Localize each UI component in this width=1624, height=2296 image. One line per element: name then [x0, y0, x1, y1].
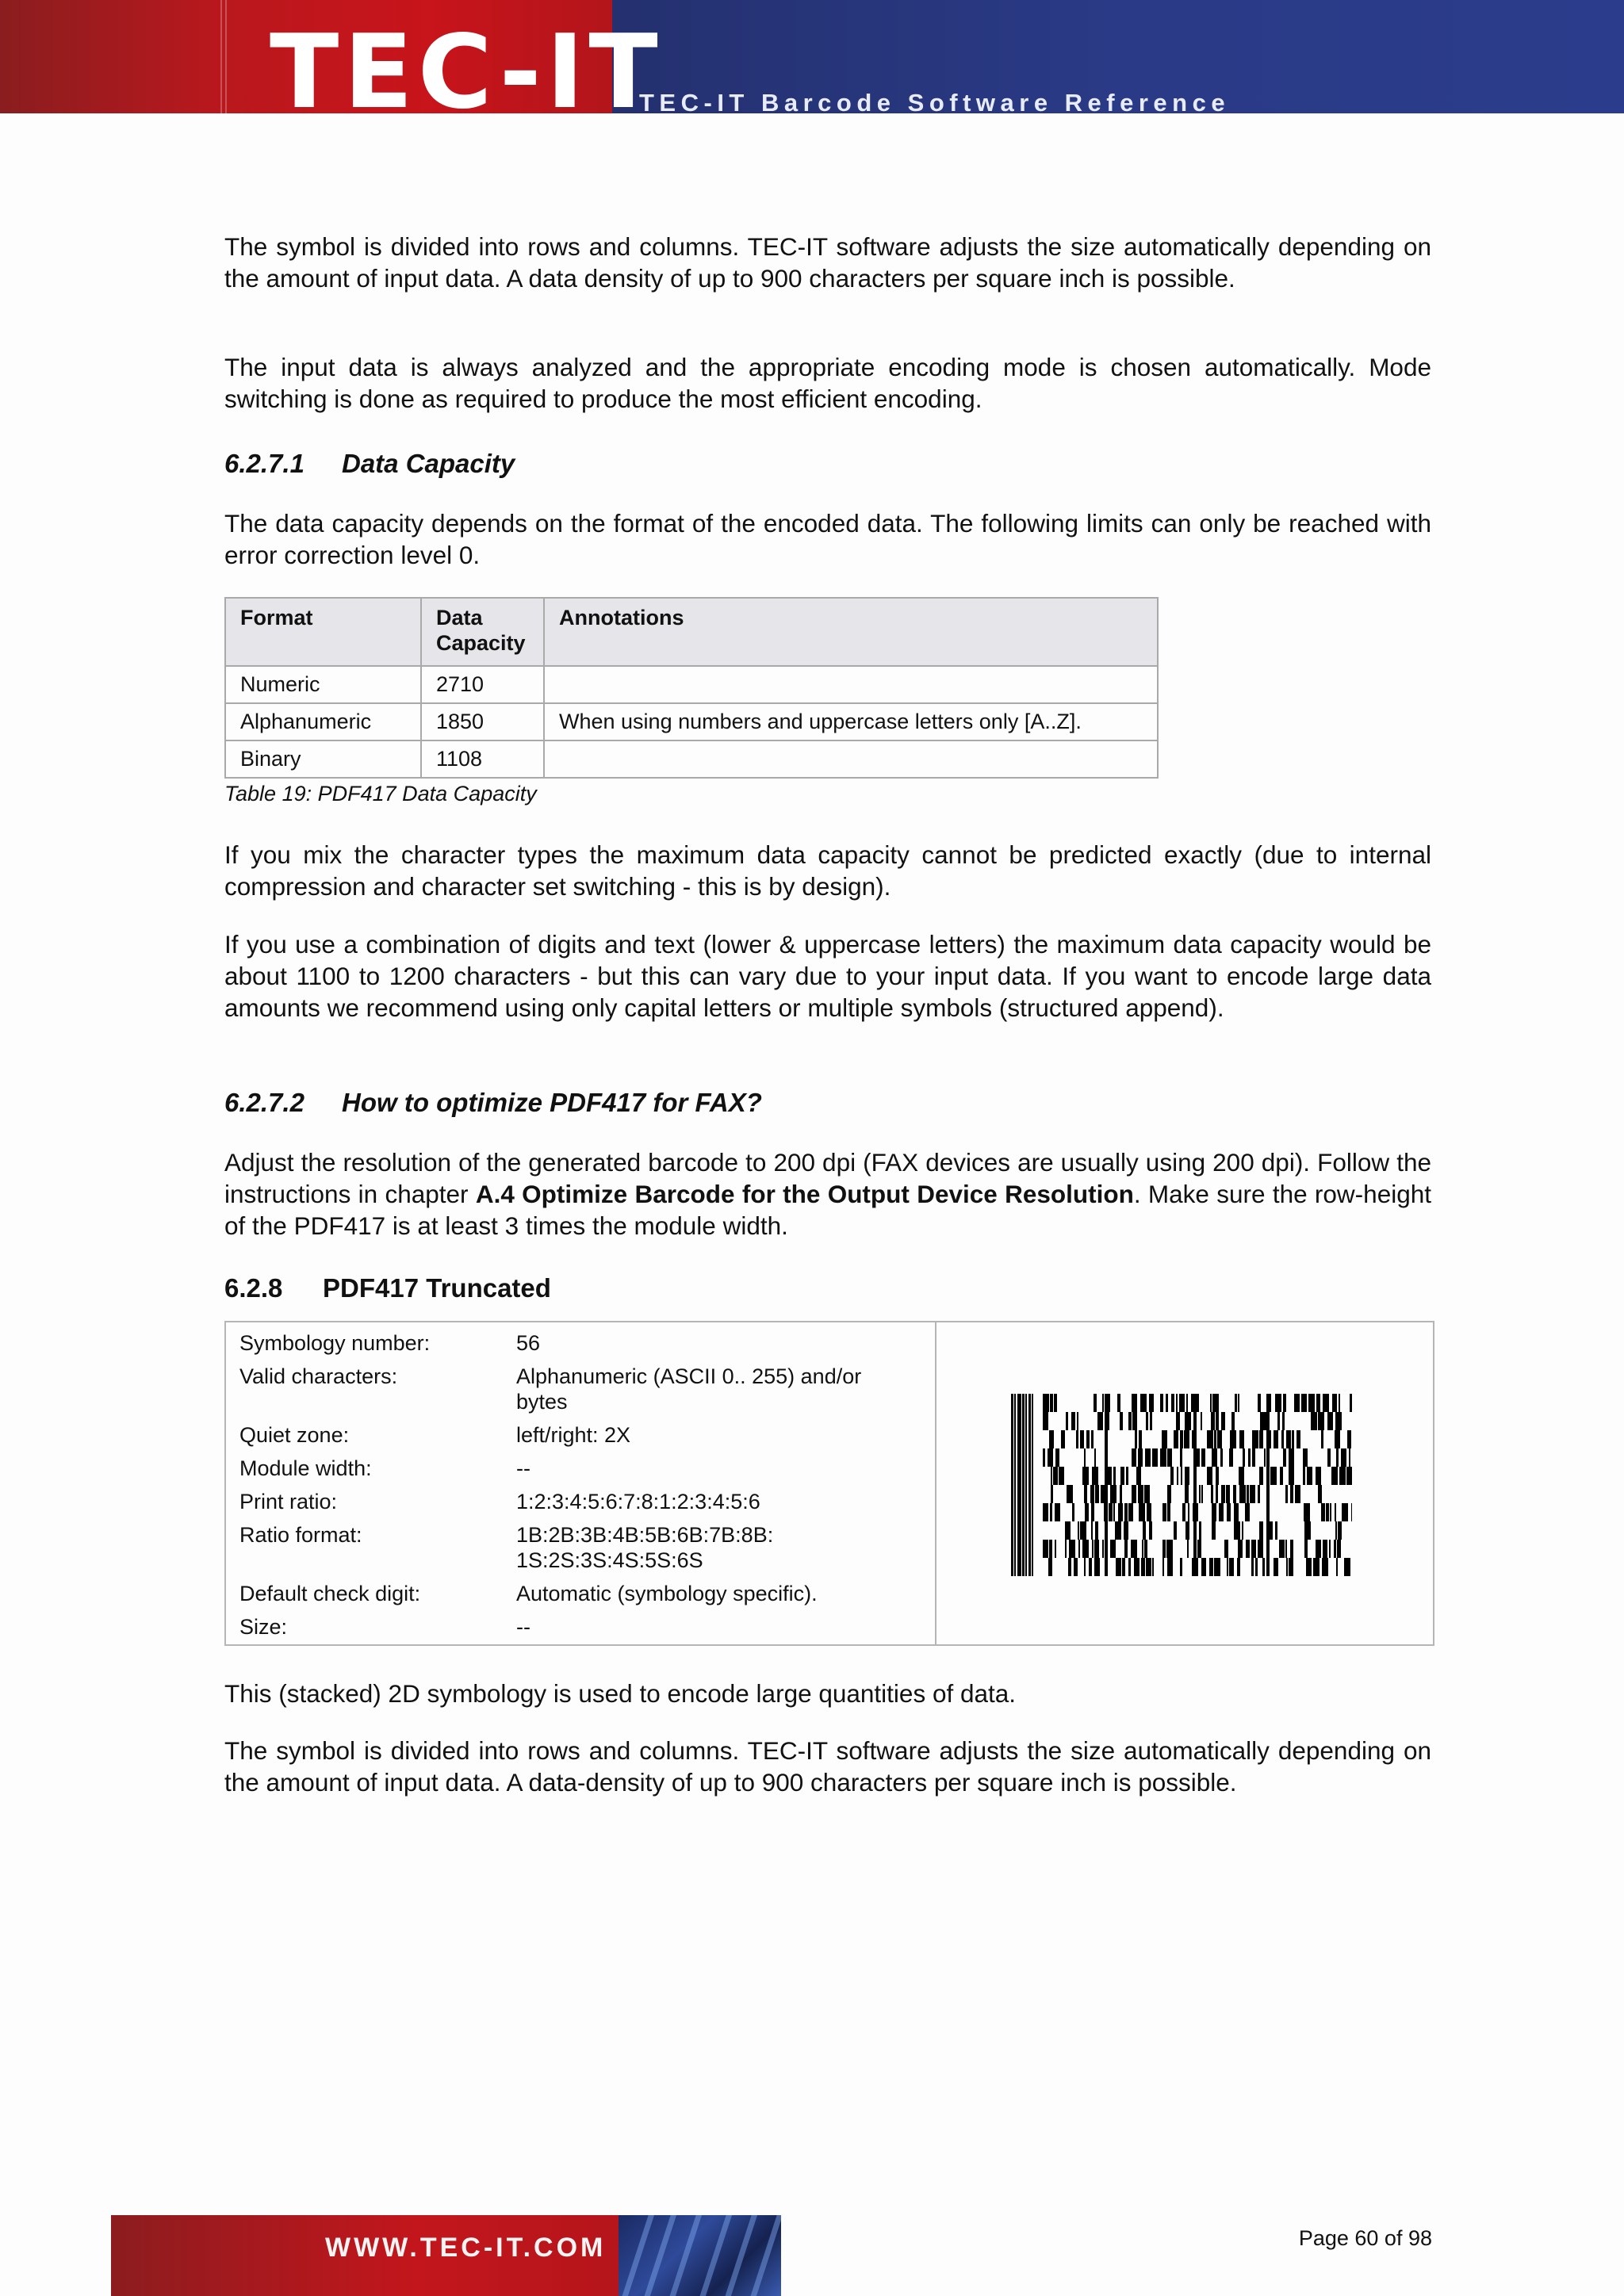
row-label: Size:	[239, 1615, 288, 1639]
table-row	[225, 703, 1158, 740]
table-cell	[544, 666, 1158, 703]
table-cell: 1850	[421, 703, 544, 740]
paragraph-stacked-2d: This (stacked) 2D symbology is used to encode large quantities of data.	[224, 1679, 1017, 1708]
paragraph-capacity-intro: The data capacity depends on the format of the encoded data. The following limits can only be reached with error correction level 0.	[224, 509, 1431, 569]
table-cell: 2710	[421, 666, 544, 703]
row-value: Automatic (symbology specific).	[516, 1582, 818, 1605]
tec-it-logo: TEC-IT	[270, 13, 663, 113]
header-title: TEC-IT Barcode Software Reference	[639, 89, 1231, 113]
row-label: Valid characters:	[239, 1364, 398, 1388]
footer-blue-band	[619, 2215, 781, 2296]
table-row	[225, 740, 1158, 778]
fax-text-start: Adjust the resolution of the generated barcode to 200 dpi (FAX devices are usually using 200 dpi). Follow the instructions in chapter	[224, 1148, 1431, 1208]
paragraph-digits-text: If you use a combination of digits and text (lower & uppercase letters) the maximum data capacity would be about 1100 to 1200 characters - but this can vary due to your input data. If you want to encode large data amounts we recommend using only capital letters or multiple symbols (structured append).	[224, 930, 1431, 1022]
header-annotations: Annotations	[544, 598, 1158, 666]
row-label: Module width:	[239, 1456, 372, 1480]
header-format: Format	[225, 598, 421, 666]
table-header-row	[225, 598, 1158, 666]
section-title: PDF417 Truncated	[323, 1273, 551, 1303]
section-number: 6.2.7.2	[224, 1088, 304, 1117]
table-cell: 1108	[421, 740, 544, 778]
row-label: Quiet zone:	[239, 1423, 350, 1447]
table-cell	[544, 740, 1158, 778]
page-header	[0, 0, 1624, 113]
section-heading-pdf417-truncated	[224, 1273, 551, 1303]
table-row	[225, 666, 1158, 703]
section-title: Data Capacity	[342, 449, 515, 478]
symbology-info-table	[224, 1321, 1434, 1646]
row-value: 56	[516, 1331, 541, 1355]
column-divider	[935, 1322, 936, 1644]
table-caption: Table 19: PDF417 Data Capacity	[224, 782, 537, 806]
table-cell: Numeric	[225, 666, 421, 703]
row-value: left/right: 2X	[516, 1423, 631, 1447]
paragraph-input-analysis: The input data is always analyzed and the appropriate encoding mode is chosen automatically. Mode switching is done as required to produce the most efficient encoding.	[224, 353, 1431, 413]
paragraph-symbol-divided: The symbol is divided into rows and columns. TEC-IT software adjusts the size automatically depending on the amount of input data. A data-density of up to 900 characters per square inch is possible.	[224, 1736, 1431, 1797]
section-number: 6.2.7.1	[224, 449, 304, 478]
table-cell: When using numbers and uppercase letters only [A..Z].	[544, 703, 1158, 740]
chapter-reference-link[interactable]: A.4 Optimize Barcode for the Output Device Resolution	[475, 1180, 1134, 1208]
row-value: Alphanumeric (ASCII 0.. 255) and/or bytes	[516, 1364, 862, 1414]
section-number: 6.2.8	[224, 1273, 283, 1303]
section-heading-data-capacity	[224, 449, 515, 479]
paragraph-fax-resolution	[224, 1146, 1431, 1242]
table-cell: Alphanumeric	[225, 703, 421, 740]
row-label: Print ratio:	[239, 1490, 338, 1513]
row-value: 1B:2B:3B:4B:5B:6B:7B:8B: 1S:2S:3S:4S:5S:6S	[516, 1523, 774, 1572]
fax-text-end: . Make sure the row-height of the PDF417 is at least 3 times the module width.	[224, 1180, 1431, 1240]
row-label: Ratio format:	[239, 1523, 362, 1547]
row-value: 1:2:3:4:5:6:7:8:1:2:3:4:5:6	[516, 1490, 760, 1513]
pdf417-barcode-image	[1011, 1394, 1360, 1576]
page-number: Page 60 of 98	[1298, 2226, 1432, 2250]
section-title: How to optimize PDF417 for FAX?	[342, 1088, 762, 1117]
data-capacity-table	[224, 597, 1159, 779]
row-label: Symbology number:	[239, 1331, 431, 1355]
footer-url-link[interactable]: WWW.TEC-IT.COM	[325, 2233, 607, 2263]
header-data-capacity: Data Capacity	[421, 598, 544, 666]
paragraph-symbol-intro: The symbol is divided into rows and columns. TEC-IT software adjusts the size automatically depending on the amount of input data. A data density of up to 900 characters per square inch is possible.	[224, 232, 1431, 293]
table-cell: Binary	[225, 740, 421, 778]
row-value: --	[516, 1456, 530, 1480]
section-heading-fax	[224, 1088, 762, 1118]
row-label: Default check digit:	[239, 1582, 421, 1605]
footer-band	[111, 2215, 781, 2296]
paragraph-mixed-types: If you mix the character types the maximum data capacity cannot be predicted exactly (due to internal compression and character set switching - this is by design).	[224, 840, 1431, 901]
row-value: --	[516, 1615, 530, 1639]
